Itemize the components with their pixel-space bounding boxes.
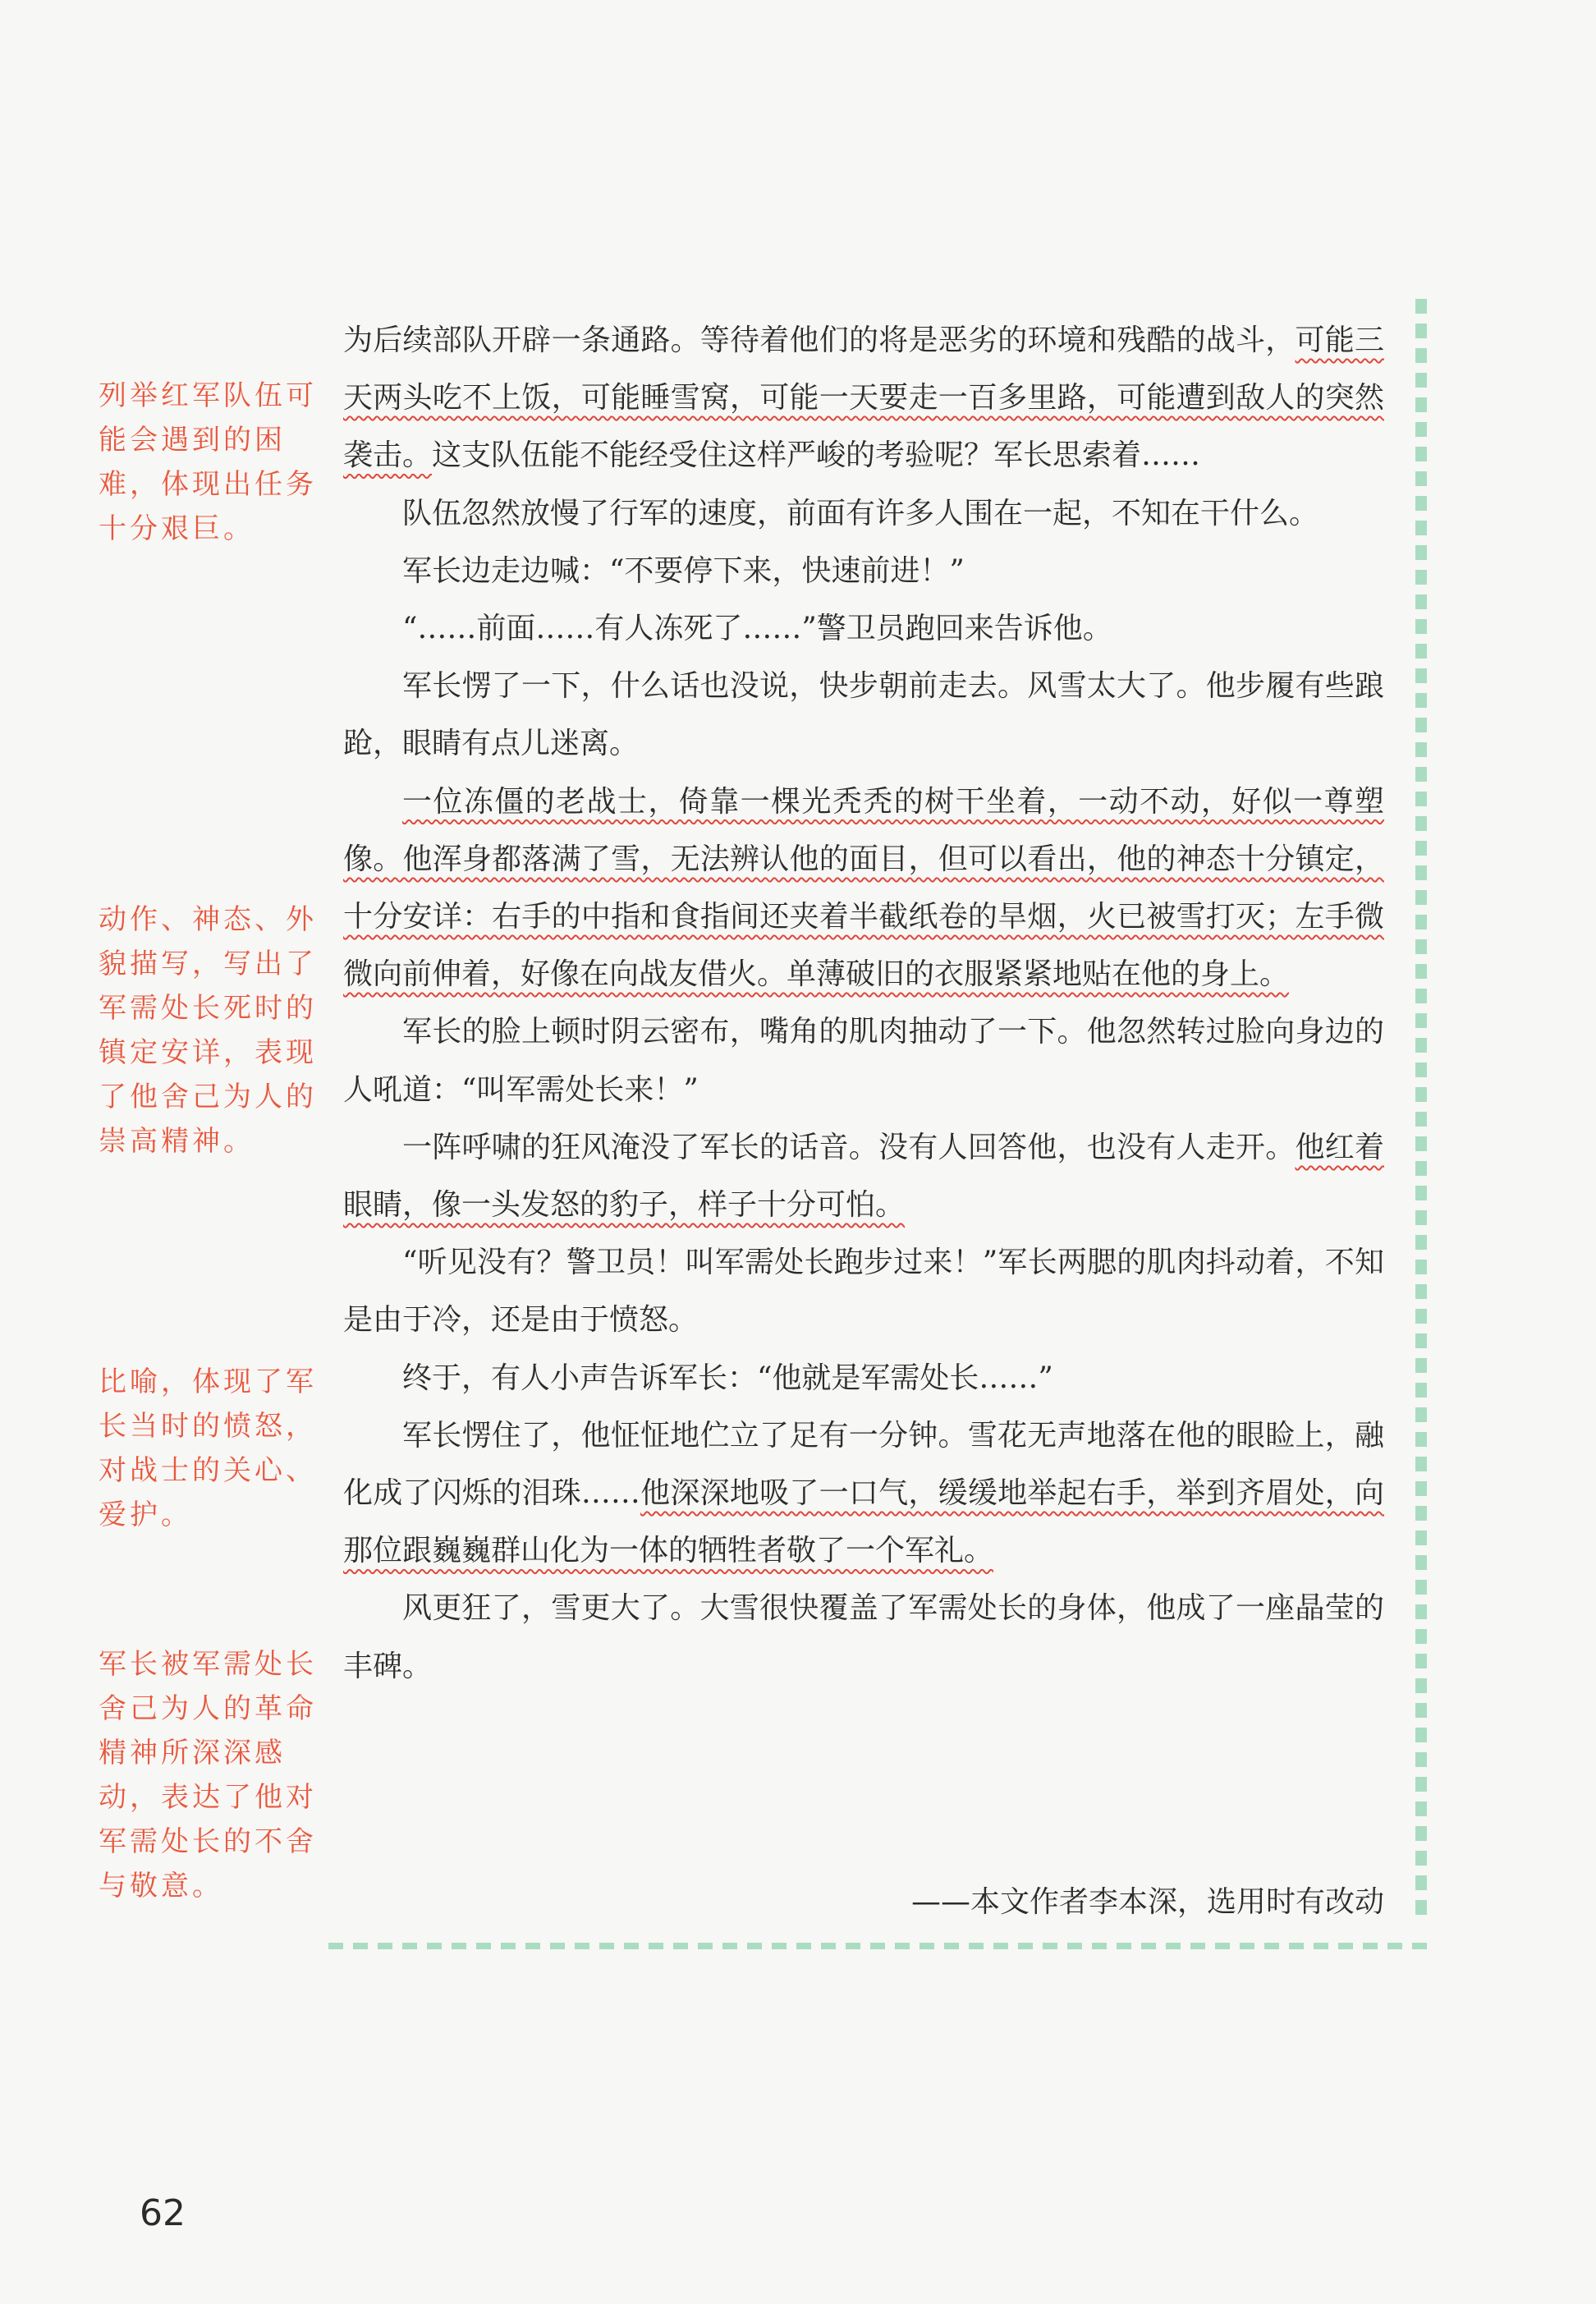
story-paragraph — [343, 1350, 1384, 1407]
paragraph-text: 为后续部队开辟一条通路。等待着他们的将是恶劣的环境和残酷的战斗， — [343, 324, 1296, 357]
story-paragraph — [343, 1580, 1384, 1695]
paragraph-text: 军长的脸上顿时阴云密布，嘴角的肌肉抽动了一下。他忽然转过脸向身边的人吼道：“叫军需处长来！” — [343, 1015, 1384, 1107]
page-number: 62 — [140, 2192, 186, 2234]
frame-dashed-right — [1415, 299, 1427, 1921]
note-hardships: 列举红军队伍可能会遇到的困难，体现出任务十分艰巨。 — [99, 379, 317, 545]
paragraph-text: 一阵呼啸的狂风淹没了军长的话音。没有人回答他，也没有人走开。 — [402, 1130, 1296, 1164]
note-simile: 比喻，体现了军长当时的愤怒，对战士的关心、爱护。 — [99, 1365, 317, 1531]
paragraph-text: “听见没有？警卫员！叫军需处长跑步过来！”军长两腮的肌肉抖动着，不知是由于冷，还是由于愤怒。 — [343, 1246, 1384, 1338]
highlighted-text: 他红着眼睛，像一头发怒的豹子，样子十分可怕。 — [343, 1130, 1384, 1223]
paragraph-text: 军长愣了一下，什么话也没说，快步朝前走去。风雪太大了。他步履有些踉跄，眼睛有点儿迷离。 — [343, 669, 1384, 761]
paragraph-text: 这支队伍能不能经受住这样严峻的考验呢？军长思索着…… — [432, 438, 1201, 473]
highlighted-text: 可能三天两头吃不上饭，可能睡雪窝，可能一天要走一百多里路，可能遭到敌人的突然袭击。 — [343, 324, 1384, 473]
highlighted-text: 一位冻僵的老战士，倚靠一棵光秃秃的树干坐着，一动不动，好似一尊塑像。他浑身都落满了雪，无法辨认他的面目，但可以看出，他的神态十分镇定，十分安详：右手的中指和食指间还夹着半截纸卷的旱烟，火已被雪打灭；左手微微向前伸着，好像在向战友借火。单薄破旧的衣服紧紧地贴在他的身上。 — [343, 784, 1384, 992]
highlighted-text: 他深深地吸了一口气，缓缓地举起右手，举到齐眉处，向那位跟巍巍群山化为一体的牺牲者敬了一个军礼。 — [343, 1476, 1384, 1568]
paragraph-text: 军长边走边喊：“不要停下来，快速前进！” — [402, 553, 965, 588]
story-paragraph — [343, 600, 1384, 658]
paragraph-text: 军长愣住了，他怔怔地伫立了足有一分钟。雪花无声地落在他的眼睑上，融化成了闪烁的泪珠…… — [343, 1418, 1384, 1511]
source-attribution: ——本文作者李本深，选用时有改动 — [910, 1885, 1384, 1919]
story-paragraph — [343, 658, 1384, 773]
paragraph-text: 终于，有人小声告诉军长：“他就是军需处长……” — [402, 1361, 1053, 1395]
story-paragraph — [343, 1234, 1384, 1349]
paragraph-text: 风更狂了，雪更大了。大雪很快覆盖了军需处长的身体，他成了一座晶莹的丰碑。 — [343, 1591, 1384, 1683]
story-paragraph — [343, 1119, 1384, 1234]
story-paragraph — [343, 485, 1384, 543]
story-paragraph — [343, 543, 1384, 600]
frame-dashed-bottom — [328, 1943, 1427, 1949]
story-paragraph — [343, 1407, 1384, 1581]
note-description: 动作、神态、外貌描写，写出了军需处长死时的镇定安详，表现了他舍己为人的崇高精神。 — [99, 903, 317, 1158]
story-paragraph — [343, 1003, 1384, 1118]
paragraph-text: 队伍忽然放慢了行军的速度，前面有许多人围在一起，不知在干什么。 — [402, 496, 1319, 530]
note-salute: 军长被军需处长舍己为人的革命精神所深深感动，表达了他对军需处长的不舍与敬意。 — [99, 1648, 317, 1902]
story-paragraph — [343, 773, 1384, 1004]
paragraph-text: “……前面……有人冻死了……”警卫员跑回来告诉他。 — [402, 612, 1112, 646]
story-paragraph — [343, 312, 1384, 485]
story-body — [343, 312, 1384, 1696]
